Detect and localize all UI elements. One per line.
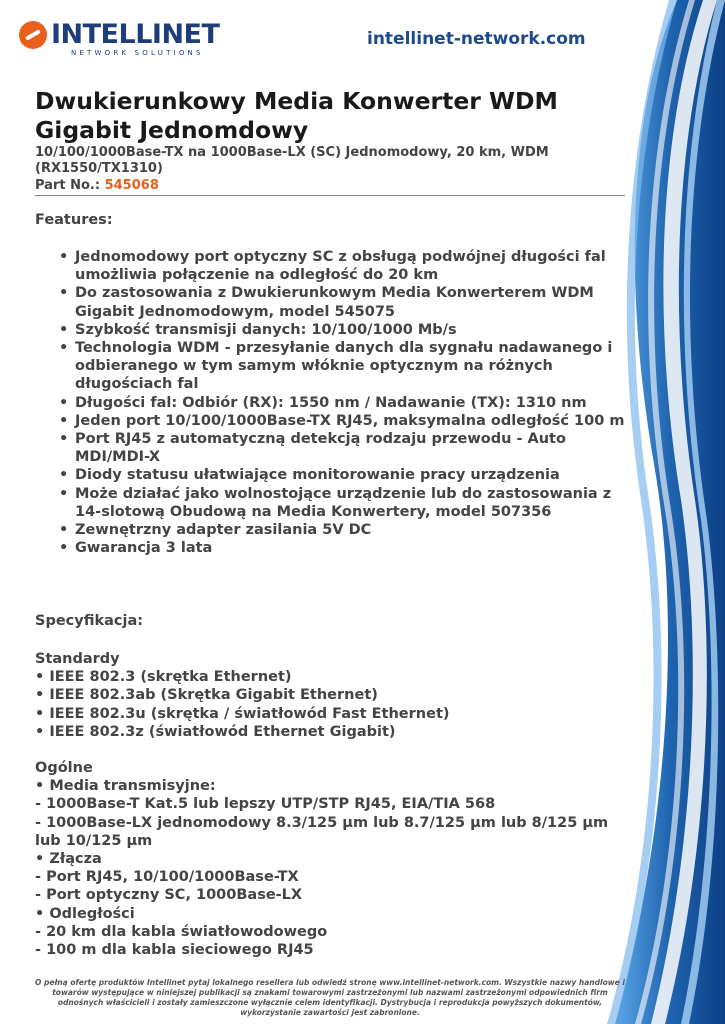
specification-heading: Specyfikacja: [35, 613, 144, 629]
website-url: intellinet-network.com [367, 29, 586, 49]
general-line: • Złącza [35, 851, 102, 868]
standards-line: • IEEE 802.3 (skrętka Ethernet) [35, 669, 292, 686]
general-heading: Ogólne [35, 760, 93, 776]
general-section [35, 759, 625, 959]
feature-item: • Zewnętrzny adapter zasilania 5V DC [75, 521, 625, 539]
feature-item: • Do zastosowania z Dwukierunkowym Media Konwerterem WDM Gigabit Jednomodowym, model 545075 [75, 284, 625, 320]
features-list [35, 248, 625, 557]
standards-heading: Standardy [35, 651, 120, 667]
standards-line: • IEEE 802.3u (skrętka / światłowód Fast Ethernet) [35, 705, 450, 722]
feature-item: • Może działać jako wolnostojące urządzenie lub do zastosowania z 14-slotową Obudową na Media Konwertery, model 507356 [75, 485, 625, 521]
footer-disclaimer: O pełną ofertę produktów Intellinet pytaj lokalnego resellera lub odwiedź stronę www.intellinet-network.com. Wszystkie nazwy handlowe i towarów występujące w niniejszej publikacji są znakami towarowymi zastrzeżonymi lub nazwami zastrzeżonymi odpowiednich firm odnośnych właścicieli i zostały zamieszczone wyłącznie celem identyfikacji. Dystrybucja i reprodukcja powyższych dokumentów, wykorzystanie zawartości jest zabronione. [35, 978, 625, 1017]
feature-item: • Technologia WDM - przesyłanie danych dla sygnału nadawanego i odbieranego w tym samym włóknie optycznym na różnych długościach fal [75, 339, 625, 394]
general-line: • Odległości [35, 905, 135, 922]
general-line: - 1000Base-LX jednomodowy 8.3/125 µm lub 8.7/125 µm lub 8/125 µm lub 10/125 µm [35, 814, 609, 849]
intellinet-logo [19, 19, 219, 59]
feature-item: • Jeden port 10/100/1000Base-TX RJ45, maksymalna odległość 100 m [75, 412, 625, 430]
standards-line: • IEEE 802.3z (światłowód Ethernet Gigabit) [35, 723, 396, 740]
feature-item: • Diody statusu ułatwiające monitorowanie pracy urządzenia [75, 466, 625, 484]
general-line: - 100 m dla kabla sieciowego RJ45 [35, 942, 314, 959]
feature-item: • Gwarancja 3 lata [75, 539, 625, 557]
product-title: Dwukierunkowy Media Konwerter WDM Gigabit Jednomdowy [35, 87, 558, 144]
feature-item: • Szybkość transmisji danych: 10/100/1000 Mb/s [75, 321, 625, 339]
general-line: - Port optyczny SC, 1000Base-LX [35, 887, 303, 904]
product-subtitle: 10/100/1000Base-TX na 1000Base-LX (SC) Jednomodowy, 20 km, WDM (RX1550/TX1310) [35, 145, 549, 176]
standards-line: • IEEE 802.3ab (Skrętka Gigabit Ethernet) [35, 687, 378, 704]
general-line: • Media transmisyjne: [35, 778, 216, 795]
divider [35, 195, 625, 196]
general-line: - 1000Base-T Kat.5 lub lepszy UTP/STP RJ45, EIA/TIA 568 [35, 796, 496, 813]
general-line: - 20 km dla kabla światłowodowego [35, 923, 328, 940]
feature-item: • Jednomodowy port optyczny SC z obsługą podwójnej długości fal umożliwia połączenie na odległość do 20 km [75, 248, 625, 284]
general-line: - Port RJ45, 10/100/1000Base-TX [35, 869, 299, 886]
features-heading: Features: [35, 212, 113, 228]
part-number-value: 545068 [104, 178, 159, 193]
feature-item: • Port RJ45 z automatyczną detekcją rodzaju przewodu - Auto MDI/MDI-X [75, 430, 625, 466]
part-number-label: Part No.: [35, 178, 101, 193]
feature-item: • Długości fal: Odbiór (RX): 1550 nm / Nadawanie (TX): 1310 nm [75, 394, 625, 412]
standards-section [35, 650, 625, 741]
part-number [35, 178, 159, 194]
logo-mark-icon [19, 21, 47, 49]
logo-wordmark: INTELLINET [51, 19, 220, 50]
logo-tagline: NETWORK SOLUTIONS [71, 49, 204, 57]
